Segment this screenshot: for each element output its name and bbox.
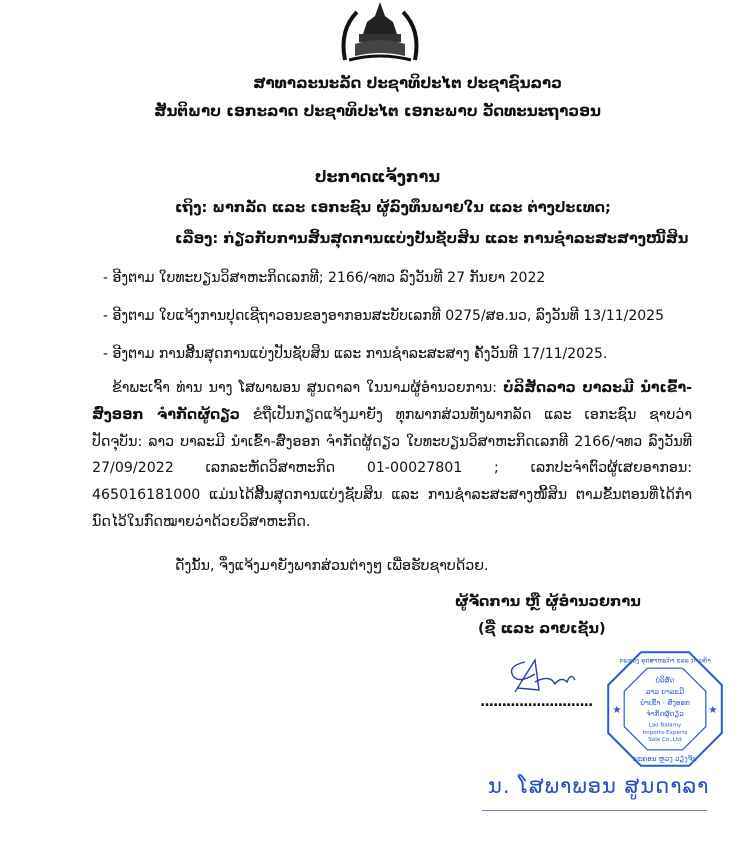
motto-heading: ສັນຕິພາບ ເອກະລາດ ປະຊາທິປະໄຕ ເອກະພາບ ວັດທະນະຖາວອນ	[154, 102, 601, 120]
document-title: ປະກາດແຈ້ງການ	[314, 167, 441, 186]
body-rest: ຂໍຖືເປັນກຽດແຈ້ງມາຍັງ ທຸກພາກສ່ວນທັງພາກລັດ ແລະ ເອກະຊົນ ຊາບວ່າ ປັດຈຸບັນ: ລາວ ບາລະມີ ນໍາເຂົ້າ-ສົ່ງອອກ ຈໍາກັດຜູ້ດຽວ ໃບທະບຽນວິສາຫະກິດເລກທີ 2166/ຈທວ ລົງວັນທີ 27/09/2022 ເລກລະຫັດວິສາຫະກິດ 01-00027801 ; ເລກປະຈໍາຕົວຜູ້ເສຍອາກອນ: 465016181000 ແມ່ນໄດ້ສິ້ນສຸດການແບ່ງຊັບສິນ ແລະ ການຊໍາລະສະສາງໜີ້ສິນ ຕາມຂັ້ນຕອນທີ່ໄດ້ກໍານົດໄວ້ໃນກົດໝາຍວ່າດ້ວຍວິສາຫະກິດ.	[92, 406, 693, 530]
national-emblem	[335, 0, 425, 66]
stamp-line: Lao Balamy	[648, 722, 682, 729]
stamp-ring-bottom: ນະຄອນ ຫຼວງ ວຽງຈັນ	[633, 753, 697, 763]
stamp-line: ບໍລິສັດ	[655, 675, 675, 685]
name-underline	[482, 810, 707, 811]
svg-text:★: ★	[612, 703, 622, 716]
signature-note: (ຊື່ ແລະ ລາຍເຊັນ)	[478, 620, 606, 637]
body-paragraph	[92, 375, 692, 536]
subject-line: ເລື່ອງ: ກ່ຽວກັບການສິ້ນສຸດການແບ່ງປັນຊັບສິນ ແລະ ການຊໍາລະສະສາງໜີ້ສິນ	[175, 231, 689, 247]
reference-item: - ອີງຕາມ ການສິ້ນສຸດການແບ່ງປັນຊັບສິນ ແລະ ການຊໍາລະສະສາງ ຄັ້ງວັນທີ 17/11/2025.	[103, 346, 608, 362]
stamp-line: ລາວ ບາລະມີ	[646, 686, 684, 696]
body-intro: ຂ້າພະເຈົ້າ ທ່ານ ນາງ ໂສພາພອນ ສູນດາລາ ໃນນາມຜູ້ອໍານວຍການ:	[112, 380, 504, 396]
stamp-line: ນໍາເຂົ້າ - ສົ່ງອອກ	[640, 697, 690, 707]
stamp-line: ຈໍາກັດຜູ້ດຽວ	[646, 708, 684, 718]
signature-dots: ..........................	[480, 693, 593, 710]
signer-name: ນ. ໂສພາພອນ ສູນດາລາ	[488, 773, 710, 798]
reference-item: - ອີງຕາມ ໃບແຈ້ງການປຸດເຊີຖາວອນຂອງອາກອນສະບັບເລກທີ 0275/ສອ.ນວ, ລົງວັນທີ 13/11/2025	[103, 308, 664, 324]
handwritten-signature	[505, 654, 580, 699]
recipient-line: ເຖິງ: ພາກລັດ ແລະ ເອກະຊົນ ຜູ້ລົງທຶນພາຍໃນ ແລະ ຕ່າງປະເທດ;	[175, 200, 611, 216]
company-stamp	[605, 649, 725, 769]
stamp-line: Sole Co.,Ltd	[648, 736, 682, 743]
country-heading: ສາທາລະນະລັດ ປະຊາທິປະໄຕ ປະຊາຊົນລາວ	[253, 74, 562, 92]
signature-block	[455, 594, 745, 819]
document-body	[0, 165, 755, 819]
svg-text:★: ★	[708, 703, 718, 716]
company-name: ບໍລິສັດລາວ ບາລະມີ ນໍາເຂົ້າ-ສົ່ງອອກ ຈໍາກັດຜູ້ດຽວ	[92, 380, 692, 423]
stamp-ring-top: ກະຊວງ ອຸດສາຫະກໍາ ແລະ ການຄ້າ	[619, 656, 711, 665]
reference-item: - ອີງຕາມ ໃບທະບຽນວິສາຫະກິດເລກທີ; 2166/ຈທວ ລົງວັນທີ 27 ກັນຍາ 2022	[103, 270, 546, 286]
signer-role: ຜູ້ຈັດການ ຫຼື ຜູ້ອໍານວຍການ	[455, 593, 641, 610]
closing-line: ດັ່ງນັ້ນ, ຈຶ່ງແຈ້ງມາຍັງພາກສ່ວນຕ່າງໆ ເພື່ອຮັບຊາບດ້ວຍ.	[175, 557, 489, 574]
stamp-line: Imports-Experts	[642, 729, 688, 736]
